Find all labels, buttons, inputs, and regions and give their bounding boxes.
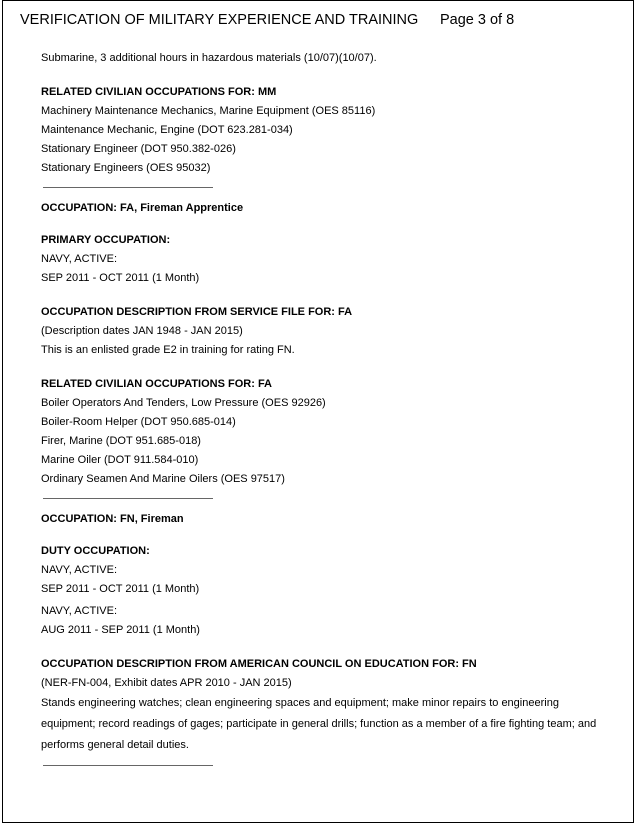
mm-related-heading: RELATED CIVILIAN OCCUPATIONS FOR: MM bbox=[41, 86, 277, 98]
fn-duty1-dates: SEP 2011 - OCT 2011 (1 Month) bbox=[41, 583, 200, 595]
fn-duty-heading: DUTY OCCUPATION: bbox=[41, 545, 150, 557]
fa-primary-dates: SEP 2011 - OCT 2011 (1 Month) bbox=[41, 272, 200, 284]
fn-duty2-dates: AUG 2011 - SEP 2011 (1 Month) bbox=[41, 624, 200, 636]
mm-related-item: Machinery Maintenance Mechanics, Marine Equipment (OES 85116) bbox=[41, 105, 376, 117]
section-divider bbox=[43, 187, 213, 188]
intro-line: Submarine, 3 additional hours in hazardous materials (10/07)(10/07). bbox=[41, 52, 377, 64]
page-number: Page 3 of 8 bbox=[440, 12, 515, 28]
section-divider bbox=[43, 498, 213, 499]
fn-duty1-branch: NAVY, ACTIVE: bbox=[41, 564, 118, 576]
fa-section bbox=[41, 199, 611, 489]
page-header bbox=[20, 12, 618, 34]
fa-occupation-title: OCCUPATION: FA, Fireman Apprentice bbox=[41, 202, 244, 214]
fa-primary-branch: NAVY, ACTIVE: bbox=[41, 253, 118, 265]
fn-desc-text: Stands engineering watches; clean engineering spaces and equipment; make minor repairs to engineering equipment; record readings of gages; participate in general drills; function as a member of a fire fighting team; and performs general detail duties. bbox=[41, 697, 597, 751]
fn-duty2-branch: NAVY, ACTIVE: bbox=[41, 605, 118, 617]
fn-desc-heading: OCCUPATION DESCRIPTION FROM AMERICAN COUNCIL ON EDUCATION FOR: FN bbox=[41, 658, 477, 670]
document-body bbox=[41, 49, 611, 766]
mm-related-section bbox=[41, 83, 611, 178]
fa-related-item: Ordinary Seamen And Marine Oilers (OES 97517) bbox=[41, 473, 285, 485]
fa-related-heading: RELATED CIVILIAN OCCUPATIONS FOR: FA bbox=[41, 378, 272, 390]
fa-desc-heading: OCCUPATION DESCRIPTION FROM SERVICE FILE FOR: FA bbox=[41, 306, 353, 318]
fa-primary-heading: PRIMARY OCCUPATION: bbox=[41, 234, 171, 246]
fa-related-item: Boiler Operators And Tenders, Low Pressure (OES 92926) bbox=[41, 397, 326, 409]
mm-related-item: Maintenance Mechanic, Engine (DOT 623.281-034) bbox=[41, 124, 293, 136]
fa-related-item: Boiler-Room Helper (DOT 950.685-014) bbox=[41, 416, 236, 428]
fa-desc-dates: (Description dates JAN 1948 - JAN 2015) bbox=[41, 325, 243, 337]
document-title: VERIFICATION OF MILITARY EXPERIENCE AND TRAINING bbox=[20, 12, 419, 28]
mm-related-item: Stationary Engineers (OES 95032) bbox=[41, 162, 211, 174]
fa-related-item: Firer, Marine (DOT 951.685-018) bbox=[41, 435, 201, 447]
fn-section bbox=[41, 510, 611, 756]
section-divider bbox=[43, 765, 213, 766]
fa-related-item: Marine Oiler (DOT 911.584-010) bbox=[41, 454, 199, 466]
fn-occupation-title: OCCUPATION: FN, Fireman bbox=[41, 513, 184, 525]
mm-related-item: Stationary Engineer (DOT 950.382-026) bbox=[41, 143, 236, 155]
fn-desc-ref: (NER-FN-004, Exhibit dates APR 2010 - JAN 2015) bbox=[41, 677, 292, 689]
fa-desc-text: This is an enlisted grade E2 in training for rating FN. bbox=[41, 344, 295, 356]
